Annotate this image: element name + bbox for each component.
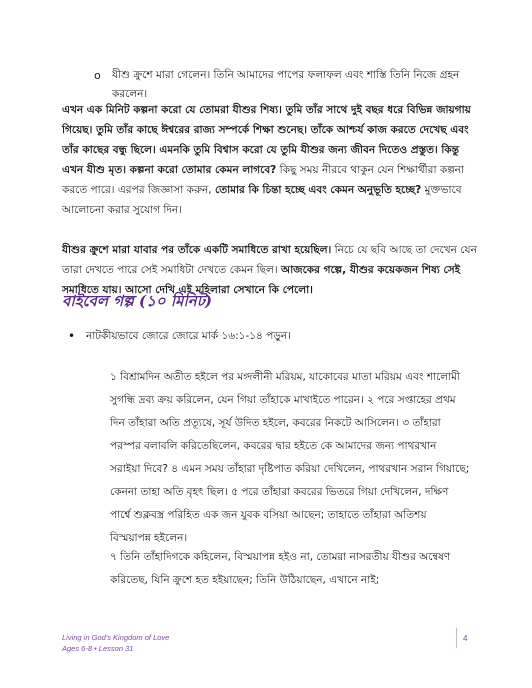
scripture-passage-2: ৭ তিনি তাঁহাদিগকে কহিলেন, বিস্ময়াপন্ন হইও না, তোমরা নাসরতীয় যীশুর অন্বেষণ করিতেছ, যিনি ক্রুশে হত হইয়াছেন; তিনি উঠিয়াছেন, এখানে নাই; bbox=[110, 551, 451, 586]
imagine-bold-text: এখন এক মিনিট কল্পনা করো যে তোমরা যীশুর শিষ্য। তুমি তাঁর সাথে দুই বছর ধরে বিভিন্ন জায়গায় গিয়েছ। তুমি তাঁর কাছে ঈশ্বরের রাজ্য সম্পর্কে শিক্ষা শুনেছ। তাঁকে আশ্চর্য কাজ করতে দেখেছ এবং তাঁর কাছের বন্ধু ছিলে। এমনকি তুমি বিশ্বাস করো যে তুমি যীশুর জন্য জীবন দিতেও প্রস্তুত। কিন্তু এখন যীশু মৃত। কল্পনা করো তোমার কেমন লাগবে? bbox=[62, 104, 471, 176]
section-heading: বাইবেল গল্প (১০ মিনিট) bbox=[62, 292, 212, 310]
scripture-passage-1: ১ বিশ্রামদিন অতীত হইলে পর মগ্দলীনী মরিয়ম, যাকোবের মাতা মরিয়ম এবং শালোমী সুগন্ধি দ্রব্য ক্রয় করিলেন, যেন গিয়া তাঁহাকে মাখাইতে পারেন। ২ পরে সপ্তাহের প্রথম দিন তাঁহারা অতি প্রত্যূষে, সূর্য উদিত হইলে, কবরের নিকটে আসিলেন। ৩ তাঁহারা পরস্পর বলাবলি করিতেছিলেন, কবরের দ্বার হইতে কে আমাদের জন্য পাথরখান সরাইয়া দিবে? ৪ এমন সময় তাঁহারা দৃষ্টিপাত করিয়া দেখিলেন, পাথরখান সরান গিয়াছে; কেননা তাহা অতি বৃহৎ ছিল। ৫ পরে তাঁহারা কবরের ভিতরে গিয়া দেখিলেন, দক্ষিণ পার্শ্বে শুক্লবস্ত্র পরিহিত এক জন যুবক বসিয়া আছেন; তাহাতে তাঁহারা অতিশয় বিস্ময়াপন্ন হইলেন। bbox=[110, 371, 470, 544]
footer-divider bbox=[456, 628, 457, 648]
bullet-item bbox=[68, 328, 466, 344]
footer-course-title: Living in God's Kingdom of Love bbox=[62, 633, 170, 642]
tomb-story-intro-text: আজকের গল্পে, যীশুর কয়েকজন শিষ্য সেই সমাধিতে যায়। আসো দেখি এই মহিলারা সেখানে কি পেলো। bbox=[62, 264, 461, 296]
sub-bullet-text: যীশু ক্রুশে মারা গেলেন। তিনি আমাদের পাপের ফলাফল এবং শাস্তি তিনি নিজে গ্রহন করলেন। bbox=[112, 69, 460, 100]
tomb-instruction-text: নিচে যে ছবি আছে তা দেখেন যেন তারা দেখতে পারে সেই সমাধিটা দেখতে কেমন ছিল। bbox=[62, 244, 477, 276]
imagine-question-text: তোমার কি চিন্তা হচ্ছে এবং কেমন অনুভূতি হচ্ছে? bbox=[214, 184, 422, 196]
bullet-dot-icon: • bbox=[68, 329, 76, 343]
hollow-bullet-icon: o bbox=[94, 69, 101, 82]
footer-lesson-label: Ages 6-8 • Lesson 31 bbox=[62, 644, 134, 653]
tomb-bold-text: যীশুর ক্রুশে মারা যাবার পর তাঁকে একটি সমাধিতে রাখা হয়েছিল। bbox=[62, 244, 332, 256]
footer-lesson-info bbox=[62, 632, 169, 654]
imagine-discussion-text: মুক্তভাবে আলোচনা করার সুযোগ দিন। bbox=[62, 184, 462, 216]
imagine-paragraph bbox=[62, 100, 480, 220]
bullet-text: নাটকীয়ভাবে জোরে জোরে মার্ক ১৬:১-১৪ পড়ুন। bbox=[86, 330, 291, 342]
imagine-instruction-text: কিছু সময় নীরবে থাকুন যেন শিক্ষার্থীরা কল্পনা করতে পারে। এরপর জিজ্ঞাসা করুন, bbox=[62, 164, 464, 196]
page-number: 4 bbox=[463, 634, 468, 643]
sub-bullet-item bbox=[94, 66, 472, 104]
